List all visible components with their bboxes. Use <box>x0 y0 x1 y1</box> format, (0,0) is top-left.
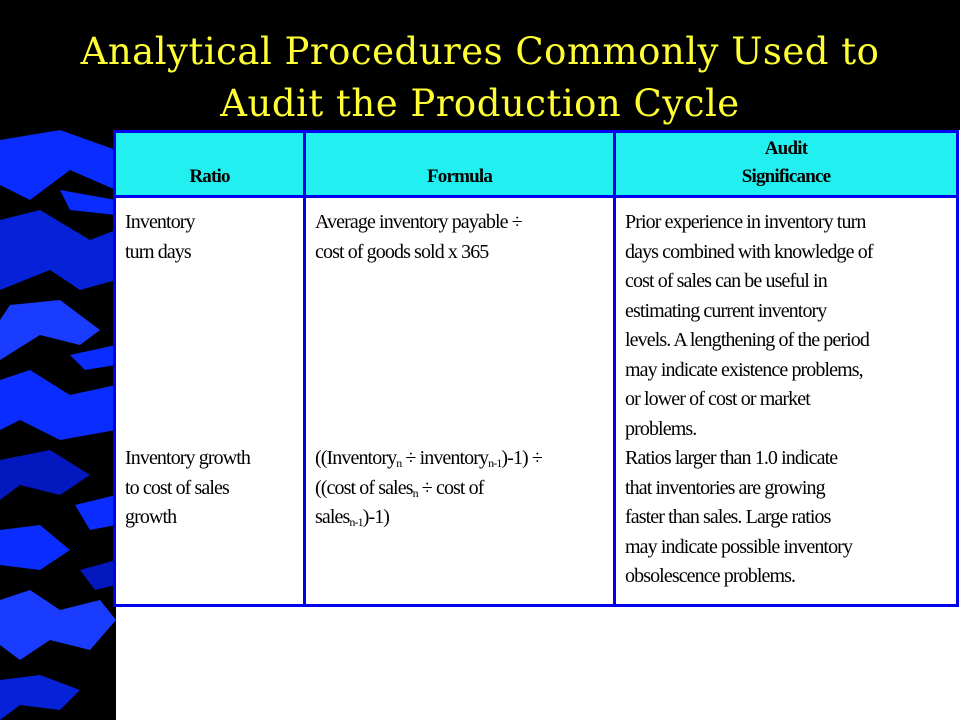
header-formula: Formula <box>305 132 615 197</box>
blue-gear-decoration-icon <box>0 130 116 720</box>
slide-title-line-1: Analytical Procedures Commonly Used to <box>80 30 880 73</box>
cell-ratio: Inventory growth to cost of sales growth <box>115 444 305 605</box>
table-row <box>115 197 958 445</box>
cell-significance: Ratios larger than 1.0 indicate that inventories are growing faster than sales. Large ratios may indicate possible inventory obsolescence problems. <box>615 444 958 605</box>
formula-line-1: ((Inventory$_n$ ÷ inventory$_{n-1}$)-1) ÷ <box>315 447 542 470</box>
header-ratio: Ratio <box>115 132 305 197</box>
cell-formula <box>305 444 615 605</box>
table-header-row <box>115 132 958 197</box>
cell-formula: Average inventory payable ÷ cost of goods sold x 365 <box>305 197 615 445</box>
ratios-table <box>113 130 959 607</box>
formula-line-3: sales$_{n-1}$)-1) <box>315 506 390 529</box>
slide-title <box>0 26 960 130</box>
formula-line-2: ((cost of sales$_n$ ÷ cost of <box>315 476 484 500</box>
cell-significance: Prior experience in inventory turn days combined with knowledge of cost of sales can be useful in estimating current inventory levels. A lengthening of the period may indicate existence problems, or lower of cost or market problems. <box>615 197 958 445</box>
cell-ratio: Inventory turn days <box>115 197 305 445</box>
header-audit-significance: Audit Significance <box>615 132 958 197</box>
table-row <box>115 444 958 605</box>
slide-title-line-2: Audit the Production Cycle <box>220 82 740 125</box>
